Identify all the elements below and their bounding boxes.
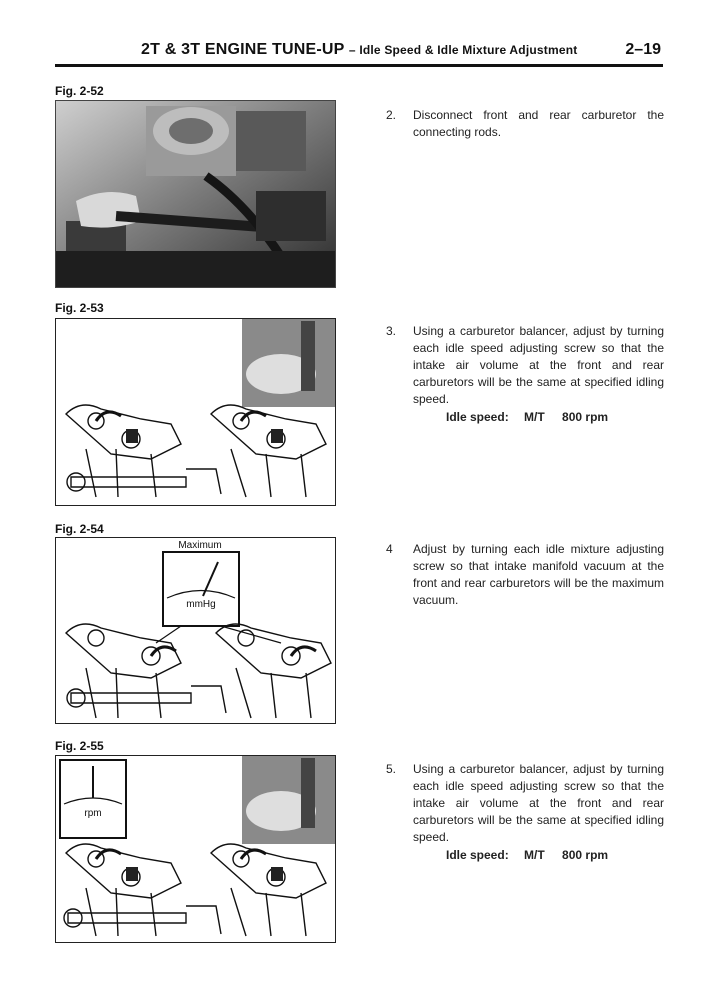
diagram-vacuum-gauge [56, 538, 335, 723]
diagram-rpm-gauge [56, 756, 335, 942]
diagram-carburetor-balancer [56, 319, 335, 505]
figure-2-54-diagram [55, 537, 336, 724]
step-number: 4 [386, 542, 393, 556]
figure-label-2-52: Fig. 2-52 [55, 84, 104, 98]
spec-label: Idle speed: [446, 848, 509, 862]
spec-label: Idle speed: [446, 410, 509, 424]
figure-label-2-55: Fig. 2-55 [55, 739, 104, 753]
section-title-main: 2T & 3T ENGINE TUNE-UP [141, 41, 345, 58]
step-2 [386, 107, 664, 141]
spec-value: 800 rpm [562, 410, 609, 424]
section-title [141, 41, 577, 59]
gauge-unit: mmHg [186, 599, 216, 610]
gauge-title: Maximum [178, 540, 222, 551]
step-3 [386, 323, 664, 426]
figure-2-52-photo [55, 100, 336, 288]
figure-2-55-diagram [55, 755, 336, 943]
figure-label-2-53: Fig. 2-53 [55, 301, 104, 315]
spec-transmission: M/T [524, 848, 545, 862]
step-text: Using a carburetor balancer, adjust by turning each idle speed adjusting screw so that the intake air volume at the front and rear carburetors will be the same at specified idling speed. [413, 324, 664, 406]
section-subtitle: – Idle Speed & Idle Mixture Adjustment [348, 43, 578, 57]
page-header [55, 38, 663, 67]
step-text: Disconnect front and rear carburetor the connecting rods. [413, 108, 664, 139]
spec-transmission: M/T [524, 410, 545, 424]
gauge-unit: rpm [84, 808, 102, 819]
photo-carburetor-rods [56, 101, 335, 287]
figure-label-2-54: Fig. 2-54 [55, 522, 104, 536]
idle-speed-spec [446, 847, 664, 864]
step-text: Adjust by turning each idle mixture adjusting screw so that intake manifold vacuum at the front and rear carburetors will be the maximum vacuum. [413, 542, 664, 607]
step-text: Using a carburetor balancer, adjust by turning each idle speed adjusting screw so that the intake air volume at the front and rear carburetors will be the same at specified idling speed. [413, 762, 664, 844]
idle-speed-spec [446, 409, 664, 426]
step-5 [386, 761, 664, 864]
page-number: 2–19 [625, 41, 661, 58]
step-number: 2. [386, 108, 397, 122]
spec-value: 800 rpm [562, 848, 609, 862]
figure-2-53-diagram [55, 318, 336, 506]
step-number: 5. [386, 762, 397, 776]
step-4 [386, 541, 664, 609]
step-number: 3. [386, 324, 397, 338]
